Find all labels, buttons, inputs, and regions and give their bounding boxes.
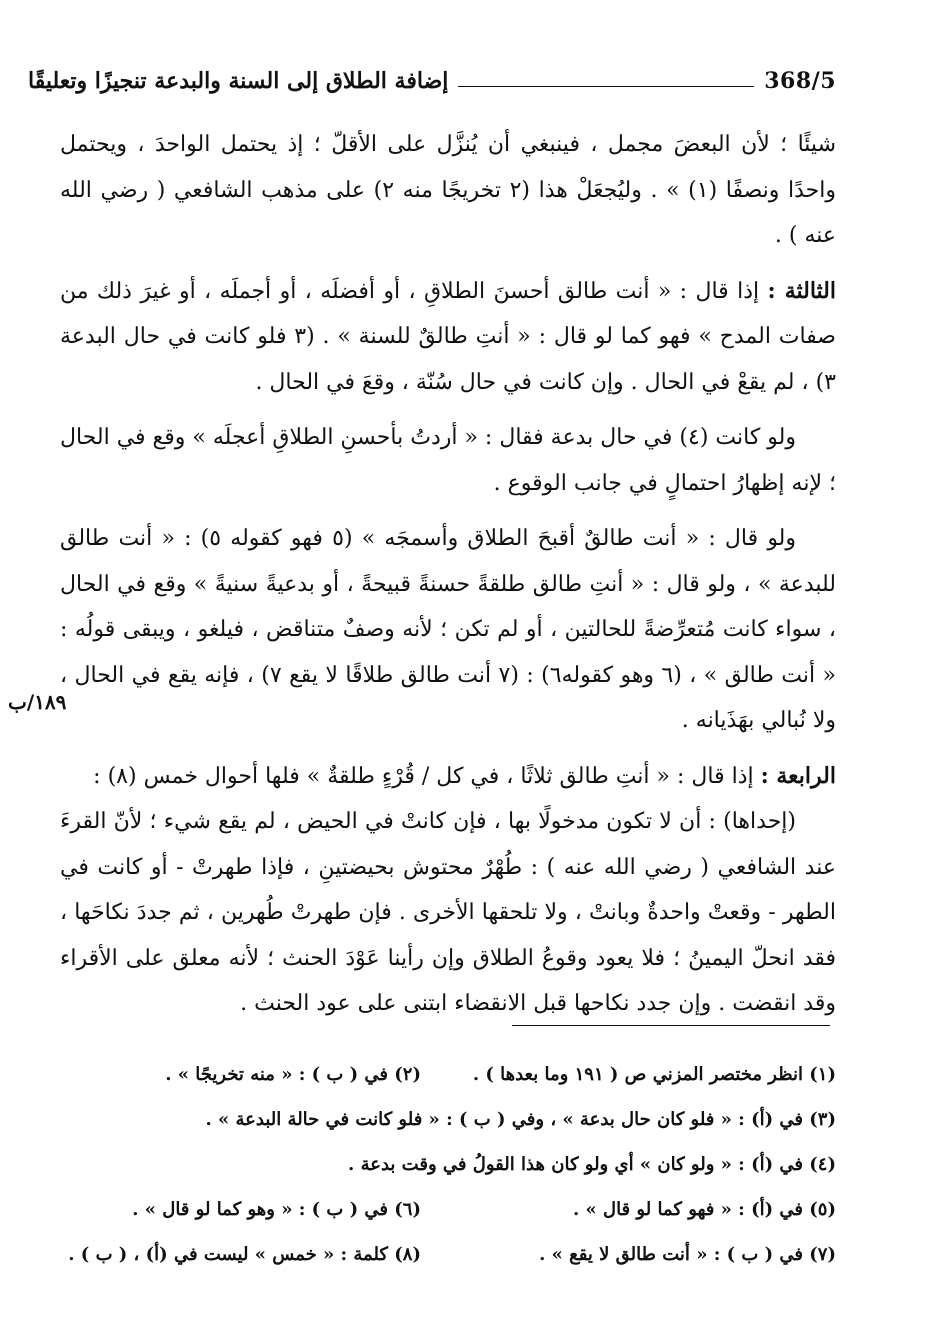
paragraph-text: إذا قال : « أنت طالق أحسنَ الطلاقِ ، أو أفضلَه ، أو أجملَه ، أو غيرَ ذلك من صفات المدح » فهو كما لو قال : « أنتِ طالقٌ للسنة » . (٣ فلو كانت في حال البدعة ٣) ، لم يقعْ في الحال . وإن كانت في حال سُنّة ، وقعَ في الحال . (60, 278, 836, 395)
footnote-row (60, 1142, 836, 1187)
paragraph-text: شيئًا ؛ لأن البعضَ مجمل ، فينبغي أن يُنزَّل على الأقلّ ؛ إذ يحتمل الواحدَ ، ويحتمل واحدًا ونصفًا (١) » . وليُجعَلْ هذا (٢ تخريجًا منه ٢) على مذهب الشافعي ( رضي الله عنه ) . (60, 132, 837, 248)
paragraph-text: إذا قال : « أنتِ طالق ثلاثًا ، في كل / قُرْءٍ طلقةٌ » فلها أحوال خمس (٨) : (93, 763, 754, 789)
header-rule (458, 86, 754, 87)
footnote-separator (512, 1025, 830, 1026)
footnote-row (60, 1232, 836, 1277)
running-header (28, 58, 836, 94)
paragraph (60, 799, 836, 1027)
footnote: (٨) كلمة : « خمس » ليست في (أ) ، ( ب ) . (68, 1244, 421, 1265)
footnote: (٢) في ( ب ) : « منه تخريجًا » . (165, 1064, 421, 1085)
manuscript-folio-note: ١٨٩/ب (8, 690, 67, 714)
footnote: (٧) في ( ب ) : « أنت طالق لا يقع » . (539, 1244, 836, 1265)
footnote: (٣) في (أ) : « فلو كان حال بدعة » ، وفي ( ب ) : « فلو كانت في حالة البدعة » . (205, 1109, 836, 1130)
footnote-row (60, 1187, 836, 1232)
footnote: (٥) في (أ) : « فهو كما لو قال » . (572, 1199, 836, 1220)
case-label: الرابعة : (760, 762, 836, 789)
main-text (60, 122, 836, 1027)
paragraph (60, 122, 836, 259)
paragraph-third-case (60, 269, 836, 406)
running-title: إضافة الطلاق إلى السنة والبدعة تنجيزًا وتعليقًا (28, 68, 449, 94)
paragraph-text: (إحداها) : أن لا تكون مدخولًا بها ، فإن كانتْ في الحيض ، لم يقع شيء ؛ لأنّ القرءَ عند الشافعي ( رضي الله عنه ) : طُهْرٌ محتوش بحيضتينِ ، فإذا طهرتْ - أو كانت في الطهر - وقعتْ واحدةٌ وبانتْ ، ولا تلحقها الأخرى . فإن طهرتْ طُهرين ، ثم جددَ نكاحَها ، فقد انحلّ اليمينُ ؛ فلا يعود وقوعُ الطلاق وإن رأينا عَوْدَ الحنث ؛ لأنه معلق على الأقراء وقد انقضت . وإن جدد نكاحها قبل الانقضاء ابتنى على عود الحنث . (60, 809, 836, 1016)
page-number: 368/5 (764, 68, 836, 94)
footnote: (٤) في (أ) : « ولو كان » أي ولو كان هذا القولُ في وقت بدعة . (348, 1154, 836, 1175)
case-label: الثالثة : (767, 277, 836, 304)
paragraph-fourth-case (60, 754, 836, 800)
paragraph-text: ولو كانت (٤) في حال بدعة فقال : « أردتُ بأحسنِ الطلاقِ أعجلَه » وقع في الحال ؛ لإنه إظهارُ احتمالٍ في جانب الوقوع . (60, 425, 836, 496)
footnote-row (60, 1052, 836, 1097)
footnote: (١) انظر مختصر المزني ص ( ١٩١ وما بعدها ) . (472, 1064, 836, 1085)
footnotes (60, 1052, 836, 1277)
paragraph (60, 415, 836, 506)
paragraph (60, 516, 836, 744)
footnote: (٦) في ( ب ) : « وهو كما لو قال » . (132, 1199, 421, 1220)
footnote-row (60, 1097, 836, 1142)
paragraph-text: ولو قال : « أنت طالقٌ أقبحَ الطلاق وأسمجَه » (٥ فهو كقوله ٥) : « أنت طالق للبدعة » ، ولو قال : « أنتِ طالق طلقةً حسنةً قبيحةً ، أو بدعيةً سنيةً » وقع في الحال ، سواء كانت مُتعرِّضةً للحالتين ، أو لم تكن ؛ لأنه وصفٌ متناقض ، فيلغو ، ويبقى قولُه : « أنت طالق » ، (٦ وهو كقوله٦) : (٧ أنت طالق طلاقًا لا يقع ٧) ، فإنه يقع في الحال ، ولا نُبالي بهَذَيانه . (60, 526, 836, 733)
